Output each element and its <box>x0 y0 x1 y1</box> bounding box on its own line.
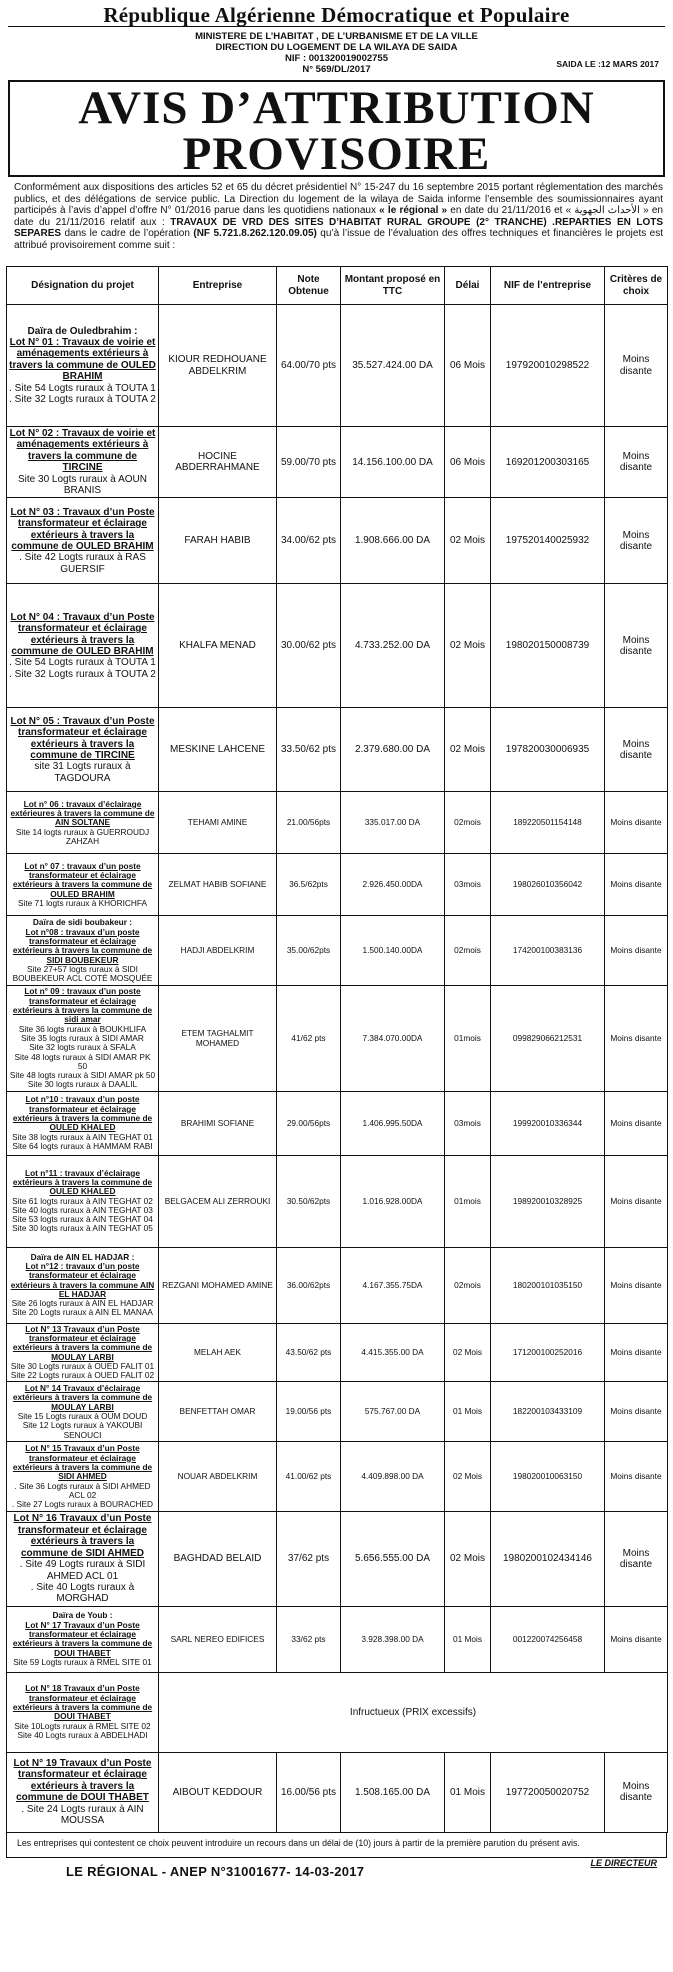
entreprise-cell: KIOUR REDHOUANE ABDELKRIM <box>159 305 277 427</box>
note-cell: 59.00/70 pts <box>277 427 341 498</box>
entreprise-cell: ZELMAT HABIB SOFIANE <box>159 854 277 916</box>
site-line: . Site 40 Logts ruraux à MORGHAD <box>30 1581 135 1605</box>
republic-heading: République Algérienne Démocratique et Populaire <box>103 3 570 27</box>
site-line: Site 35 logts ruraux à SIDI AMAR <box>21 1032 144 1043</box>
lot-title: Lot N° 04 : Travaux d’un Poste transformateur et éclairage extérieurs à travers la commune de OULED BRAHIM <box>10 611 155 657</box>
montant-cell: 3.928.398.00 DA <box>341 1606 445 1672</box>
delai-cell: 03mois <box>445 854 491 916</box>
lot-title: Lot n°12 : travaux d’un poste transformateur et éclairage extérieurs à travers la commune AIN EL HADJAR <box>10 1260 155 1299</box>
intro-bold-1: « le régional » <box>379 205 448 217</box>
nif-cell: 199920010336344 <box>491 1091 605 1155</box>
delai-cell: 02 Mois <box>445 498 491 584</box>
note-cell: 36.00/62pts <box>277 1247 341 1323</box>
site-line: Site 26 logts ruraux à AIN EL HADJAR <box>11 1298 154 1309</box>
designation-cell <box>7 1442 159 1512</box>
header-montant: Montant proposé en TTC <box>341 267 445 305</box>
site-line: Site 32 logts ruraux à SFALA <box>29 1042 136 1053</box>
critere-cell: Moins disante <box>605 584 668 708</box>
daira-label: Daïra de Youb : <box>52 1610 113 1621</box>
montant-cell: 1.500.140.00DA <box>341 916 445 986</box>
site-line: Site 48 logts ruraux à SIDI AMAR pk 50 <box>9 1070 156 1081</box>
critere-cell: Moins disante <box>605 1382 668 1442</box>
header-nif: NIF de l’entreprise <box>491 267 605 305</box>
site-line: Site 40 Logts ruraux à ABDELHADI <box>17 1729 148 1740</box>
lot-title: Lot N° 03 : Travaux d’un Poste transformateur et éclairage extérieurs à travers la commune de OULED BRAHIM <box>10 506 155 552</box>
site-line: Site 48 logts ruraux à SIDI AMAR PK 50 <box>14 1051 151 1071</box>
table-row <box>7 854 668 916</box>
intro-bold-3: (NF 5.721.8.262.120.09.05) <box>193 228 317 240</box>
site-line: Site 36 logts ruraux à BOUKHLIFA <box>18 1023 147 1034</box>
delai-cell: 01 Mois <box>445 1606 491 1672</box>
lot-title: Lot n° 06 : travaux d’éclairage extérieures à travers la commune de AIN SOLTANE <box>10 798 155 828</box>
nif-cell: 197520140025932 <box>491 498 605 584</box>
nif-cell: 198020150008739 <box>491 584 605 708</box>
site-line: Site 27+57 logts ruraux à SIDI BOUBEKEUR ACL COTÉ MOSQUÉE <box>12 963 153 984</box>
table-row <box>7 916 668 986</box>
montant-cell: 4.167.355.75DA <box>341 1247 445 1323</box>
notice-date: SAIDA LE :12 MARS 2017 <box>556 59 659 69</box>
montant-cell: 335.017.00 DA <box>341 792 445 854</box>
delai-cell: 02 Mois <box>445 708 491 792</box>
note-cell: 34.00/62 pts <box>277 498 341 584</box>
appeal-note: Les entreprises qui contestent ce choix peuvent introduire un recours dans un délai de (10) jours à partir de la première parution du présent avis. <box>6 1833 667 1857</box>
site-line: Site 14 logts ruraux à GUERROUDJ ZAHZAH <box>15 826 150 846</box>
note-cell: 33/62 pts <box>277 1606 341 1672</box>
table-row <box>7 1442 668 1512</box>
critere-cell: Moins disante <box>605 305 668 427</box>
attribution-table <box>6 266 668 1833</box>
site-line: Site 71 logts ruraux à KHORICHFA <box>17 897 148 908</box>
site-line: . Site 54 Logts ruraux à TOUTA 1 <box>9 382 156 394</box>
header-designation: Désignation du projet <box>7 267 159 305</box>
table-body <box>7 305 668 1833</box>
nif-cell: 197720050020752 <box>491 1752 605 1832</box>
header-criteres: Critères de choix <box>605 267 668 305</box>
table-row <box>7 1091 668 1155</box>
montant-cell: 35.527.424.00 DA <box>341 305 445 427</box>
nif-cell: 180200101035150 <box>491 1247 605 1323</box>
montant-cell: 575.767.00 DA <box>341 1382 445 1442</box>
header-delai: Délai <box>445 267 491 305</box>
delai-cell: 06 Mois <box>445 427 491 498</box>
note-cell: 21.00/56pts <box>277 792 341 854</box>
nif-cell: 169201200303165 <box>491 427 605 498</box>
entreprise-cell: ETEM TAGHALMIT MOHAMED <box>159 986 277 1091</box>
delai-cell: 06 Mois <box>445 305 491 427</box>
lot-title: Lot n°11 : travaux d’éclairage extérieurs à travers la commune de OULED KHALED <box>12 1167 153 1197</box>
designation-cell <box>7 986 159 1091</box>
entreprise-cell: FARAH HABIB <box>159 498 277 584</box>
site-line: . Site 49 Logts ruraux à SIDI AHMED ACL 01 <box>19 1559 146 1582</box>
critere-cell: Moins disante <box>605 498 668 584</box>
montant-cell: 1.016.928.00DA <box>341 1155 445 1247</box>
nif-cell: 197920010298522 <box>491 305 605 427</box>
note-cell: 19.00/56 pts <box>277 1382 341 1442</box>
designation-cell <box>7 1752 159 1832</box>
header-entreprise: Entreprise <box>159 267 277 305</box>
critere-cell: Moins disante <box>605 1442 668 1512</box>
site-line: Site 61 logts ruraux à AIN TEGHAT 02 <box>12 1195 153 1206</box>
site-line: . Site 54 Logts ruraux à TOUTA 1 <box>9 657 156 669</box>
table-row <box>7 305 668 427</box>
designation-cell <box>7 708 159 792</box>
delai-cell: 01mois <box>445 1155 491 1247</box>
table-row <box>7 1323 668 1382</box>
lot-title: Lot N° 02 : Travaux de voirie et aménagements extérieurs à travers la commune de TIRCINE <box>9 428 156 474</box>
entreprise-cell: HOCINE ABDERRAHMANE <box>159 427 277 498</box>
delai-cell: 02 Mois <box>445 584 491 708</box>
delai-cell: 01 Mois <box>445 1382 491 1442</box>
lot-title: Lot N° 05 : Travaux d’un Poste transformateur et éclairage extérieurs à travers la commune de TIRCINE <box>10 715 155 761</box>
table-row <box>7 708 668 792</box>
nif-cell: 198920010328925 <box>491 1155 605 1247</box>
lot-title: Lot N° 01 : Travaux de voirie et aménagements extérieurs à travers la commune de OULED BRAHIM <box>9 336 156 383</box>
lot-title: Lot n° 07 : travaux d’un poste transformateur et éclairage extérieurs à travers la commune de OULED BRAHIM <box>12 860 153 899</box>
nif-cell: 174200100383136 <box>491 916 605 986</box>
lot-title: Lot N° 18 Travaux d’un Poste transformateur et éclairage extérieurs à travers la commune de DOUI THABET <box>12 1683 153 1722</box>
site-line: Site 38 logts ruraux à AIN TEGHAT 01 <box>12 1131 153 1142</box>
reference-number: N° 569/DL/2017 <box>302 64 371 75</box>
montant-cell: 4.415.355.00 DA <box>341 1323 445 1382</box>
site-line: Site 30 Logts ruraux à AOUN BRANIS <box>18 473 147 497</box>
delai-cell: 02 Mois <box>445 1323 491 1382</box>
site-line: Site 12 Logts ruraux à YAKOUBI SENOUCI <box>22 1420 143 1440</box>
table-row <box>7 986 668 1091</box>
critere-cell: Moins disante <box>605 708 668 792</box>
delai-cell: 02 Mois <box>445 1442 491 1512</box>
header-note: Note Obtenue <box>277 267 341 305</box>
note-cell: 43.50/62 pts <box>277 1323 341 1382</box>
delai-cell: 02mois <box>445 1247 491 1323</box>
entreprise-cell: HADJI ABDELKRIM <box>159 916 277 986</box>
delai-cell: 02mois <box>445 792 491 854</box>
intro-text-2: en date du 21/11/2016 et « الأحداث الجهوية » en date du 21/11/2016 relatif aux : <box>14 205 663 228</box>
footer-bar <box>6 1857 667 1887</box>
entreprise-cell: BELGACEM ALI ZERROUKI <box>159 1155 277 1247</box>
montant-cell: 4.733.252.00 DA <box>341 584 445 708</box>
nif-cell: 099829066212531 <box>491 986 605 1091</box>
table-row <box>7 498 668 584</box>
table-row <box>7 427 668 498</box>
site-line: . Site 27 Logts ruraux à BOURACHED <box>11 1499 154 1510</box>
montant-cell: 2.379.680.00 DA <box>341 708 445 792</box>
entreprise-cell: MELAH AEK <box>159 1323 277 1382</box>
intro-bold-2: TRAVAUX DE VRD DES SITES D’HABITAT RURAL GROUPE (2° TRANCHE) .REPARTIES EN LOTS SEPARES <box>14 216 663 240</box>
intro-text-4: qu’à l’issue de l’évaluation des offres techniques et financières le projets est attribué provisoirement comme suit : <box>14 228 663 251</box>
table-row <box>7 1672 668 1752</box>
table-row <box>7 1247 668 1323</box>
designation-cell <box>7 1606 159 1672</box>
nif-cell: 001220074256458 <box>491 1606 605 1672</box>
designation-cell <box>7 1247 159 1323</box>
nif-cell: 171200100252016 <box>491 1323 605 1382</box>
designation-cell <box>7 1091 159 1155</box>
lot-title: Lot n°10 : travaux d’un poste transformateur et éclairage extérieurs à travers la commune de OULED KHALED <box>12 1094 153 1133</box>
montant-cell: 1.508.165.00 DA <box>341 1752 445 1832</box>
designation-cell <box>7 427 159 498</box>
intro-text-3: dans le cadre de l’opération <box>61 228 194 240</box>
site-line: Site 22 Logts ruraux à OUED FALIT 02 <box>10 1370 155 1381</box>
table-row <box>7 1512 668 1606</box>
designation-cell <box>7 1512 159 1606</box>
site-line: Site 53 logts ruraux à AIN TEGHAT 04 <box>12 1214 153 1225</box>
site-line: . Site 32 Logts ruraux à TOUTA 2 <box>9 668 156 680</box>
site-line: . Site 24 Logts ruraux à AIN MOUSSA <box>21 1803 144 1827</box>
delai-cell: 03mois <box>445 1091 491 1155</box>
title-box <box>8 80 665 180</box>
site-line: . Site 36 Logts ruraux à SIDI AHMED ACL 02 <box>14 1480 151 1500</box>
note-cell: 30.50/62pts <box>277 1155 341 1247</box>
entreprise-cell: TEHAMI AMINE <box>159 792 277 854</box>
entreprise-cell: SARL NEREO EDIFICES <box>159 1606 277 1672</box>
entreprise-cell: AIBOUT KEDDOUR <box>159 1752 277 1832</box>
nif-cell: 197820030006935 <box>491 708 605 792</box>
designation-cell <box>7 1382 159 1442</box>
lot-title: Lot n° 09 : travaux d’un poste transformateur et éclairage extérieurs à travers la commune de sidi amar <box>12 986 153 1025</box>
designation-cell <box>7 498 159 584</box>
note-cell: 16.00/56 pts <box>277 1752 341 1832</box>
designation-cell <box>7 854 159 916</box>
designation-cell <box>7 1155 159 1247</box>
critere-cell: Moins disante <box>605 986 668 1091</box>
lot-title: Lot N° 16 Travaux d’un Poste transformateur et éclairage extérieurs à travers la commune de SIDI AHMED <box>13 1513 152 1559</box>
critere-cell: Moins disante <box>605 427 668 498</box>
critere-cell: Moins disante <box>605 1606 668 1672</box>
entreprise-cell: REZGANI MOHAMED AMINE <box>159 1247 277 1323</box>
note-cell: 36.5/62pts <box>277 854 341 916</box>
table-row <box>7 1606 668 1672</box>
nif-number: NIF : 001320019002755 <box>285 53 388 64</box>
designation-cell <box>7 584 159 708</box>
critere-cell: Moins disante <box>605 1247 668 1323</box>
designation-cell <box>7 305 159 427</box>
montant-cell: 1.908.666.00 DA <box>341 498 445 584</box>
table-row <box>7 792 668 854</box>
direction-name: DIRECTION DU LOGEMENT DE LA WILAYA DE SAIDA <box>215 42 458 53</box>
site-line: Site 30 logts ruraux à DAALIL <box>27 1079 138 1090</box>
entreprise-cell: BAGHDAD BELAID <box>159 1512 277 1606</box>
publication-line: LE RÉGIONAL - ANEP N°31001677- 14-03-2017 <box>66 1863 365 1879</box>
entreprise-cell: BRAHIMI SOFIANE <box>159 1091 277 1155</box>
notice-page <box>6 4 667 1968</box>
site-line: Site 10Logts ruraux à RMEL SITE 02 <box>14 1720 151 1731</box>
note-cell: 41.00/62 pts <box>277 1442 341 1512</box>
site-line: Site 64 logts ruraux à HAMMAM RABI <box>12 1140 153 1151</box>
daira-label: Daïra de sidi boubakeur : <box>32 917 133 928</box>
table-header-row <box>7 267 668 305</box>
nif-cell: 1980200102434146 <box>491 1512 605 1606</box>
delai-cell: 01mois <box>445 986 491 1091</box>
site-line: Site 20 Logts ruraux à AIN EL MANAA <box>12 1307 153 1318</box>
critere-cell: Moins disante <box>605 1155 668 1247</box>
site-line: Site 30 logts ruraux à AIN TEGHAT 05 <box>12 1223 153 1234</box>
critere-cell: Moins disante <box>605 854 668 916</box>
nif-cell: 198020010063150 <box>491 1442 605 1512</box>
note-cell: 33.50/62 pts <box>277 708 341 792</box>
lot-title: Lot N° 17 Travaux d’un Poste transformateur et éclairage extérieurs à travers la commune de DOUI THABET <box>12 1619 153 1658</box>
site-line: Site 40 logts ruraux à AIN TEGHAT 03 <box>12 1204 153 1215</box>
infructueux-cell: Infructueux (PRIX excessifs) <box>159 1672 668 1752</box>
delai-cell: 02 Mois <box>445 1512 491 1606</box>
entreprise-cell: BENFETTAH OMAR <box>159 1382 277 1442</box>
critere-cell: Moins disante <box>605 1512 668 1606</box>
table-row <box>7 1752 668 1832</box>
site-line: Site 59 Logts ruraux à RMEL SITE 01 <box>13 1656 152 1667</box>
delai-cell: 01 Mois <box>445 1752 491 1832</box>
daira-label: Daïra de Ouledbrahim : <box>27 325 138 337</box>
lot-title: Lot N° 15 Travaux d’un Poste transformateur et éclairage extérieurs à travers la commune de SIDI AHMED <box>12 1443 153 1482</box>
critere-cell: Moins disante <box>605 916 668 986</box>
directeur-signature: LE DIRECTEUR <box>590 1857 657 1868</box>
nif-cell: 189220501154148 <box>491 792 605 854</box>
intro-text-1: Conformément aux dispositions des articles 52 et 65 du décret présidentiel N° 15-247 du 16 septembre 2015 portant réglementation des marchés publics, et des délégations de service public. La Direction du logement de la wilaya de Saida informe l’ensemble des soumissionnaires ayant participés à l’avis d’appel d’offre N° 01/2016 parue dans les quotidiens nationaux <box>14 182 663 217</box>
note-cell: 64.00/70 pts <box>277 305 341 427</box>
entreprise-cell: NOUAR ABDELKRIM <box>159 1442 277 1512</box>
lot-title: Lot N° 14 Travaux d’éclairage extérieurs à travers la commune de MOULAY LARBI <box>12 1383 153 1412</box>
lot-title: Lot N° 19 Travaux d’un Poste transformateur et éclairage extérieurs à travers la commune de DOUI THABET <box>13 1758 152 1804</box>
lot-title: Lot n°08 : travaux d’un poste transformateur et éclairage extérieurs à travers la commune de SIDI BOUBEKEUR <box>12 926 153 965</box>
designation-cell <box>7 916 159 986</box>
daira-label: Daïra de AIN EL HADJAR : <box>30 1251 135 1262</box>
designation-cell <box>7 1672 159 1752</box>
title-line-2: PROVISOIRE <box>182 128 491 180</box>
site-line: Site 15 Logts ruraux à OUM DOUD <box>17 1410 148 1421</box>
entreprise-cell: MESKINE LAHCENE <box>159 708 277 792</box>
title-line-1: AVIS D’ATTRIBUTION <box>78 82 595 134</box>
critere-cell: Moins disante <box>605 1752 668 1832</box>
critere-cell: Moins disante <box>605 1091 668 1155</box>
nif-cell: 198026010356042 <box>491 854 605 916</box>
site-line: site 31 Logts ruraux à TAGDOURA <box>34 761 131 784</box>
note-cell: 41/62 pts <box>277 986 341 1091</box>
montant-cell: 1.406.995.50DA <box>341 1091 445 1155</box>
delai-cell: 02mois <box>445 916 491 986</box>
site-line: . Site 32 Logts ruraux à TOUTA 2 <box>9 394 156 406</box>
intro-paragraph <box>14 182 663 264</box>
note-cell: 29.00/56pts <box>277 1091 341 1155</box>
note-cell: 35.00/62pts <box>277 916 341 986</box>
site-line: . Site 42 Logts ruraux à RAS GUERSIF <box>19 552 146 575</box>
designation-cell <box>7 792 159 854</box>
ministry-name: MINISTERE DE L’HABITAT , DE L’URBANISME ET DE LA VILLE <box>195 31 478 42</box>
montant-cell: 14.156.100.00 DA <box>341 427 445 498</box>
montant-cell: 5.656.555.00 DA <box>341 1512 445 1606</box>
designation-cell <box>7 1323 159 1382</box>
lot-title: Lot N° 13 Travaux d’un Poste transformateur et éclairage extérieurs à travers la commune de MOULAY LARBI <box>12 1323 153 1362</box>
note-cell: 30.00/62 pts <box>277 584 341 708</box>
critere-cell: Moins disante <box>605 792 668 854</box>
entreprise-cell: KHALFA MENAD <box>159 584 277 708</box>
critere-cell: Moins disante <box>605 1323 668 1382</box>
table-row <box>7 1155 668 1247</box>
note-cell: 37/62 pts <box>277 1512 341 1606</box>
nif-cell: 182200103433109 <box>491 1382 605 1442</box>
table-row <box>7 584 668 708</box>
montant-cell: 4.409.898.00 DA <box>341 1442 445 1512</box>
site-line: Site 30 Logts ruraux à OUED FALIT 01 <box>10 1360 155 1371</box>
montant-cell: 2.926.450.00DA <box>341 854 445 916</box>
table-row <box>7 1382 668 1442</box>
montant-cell: 7.384.070.00DA <box>341 986 445 1091</box>
